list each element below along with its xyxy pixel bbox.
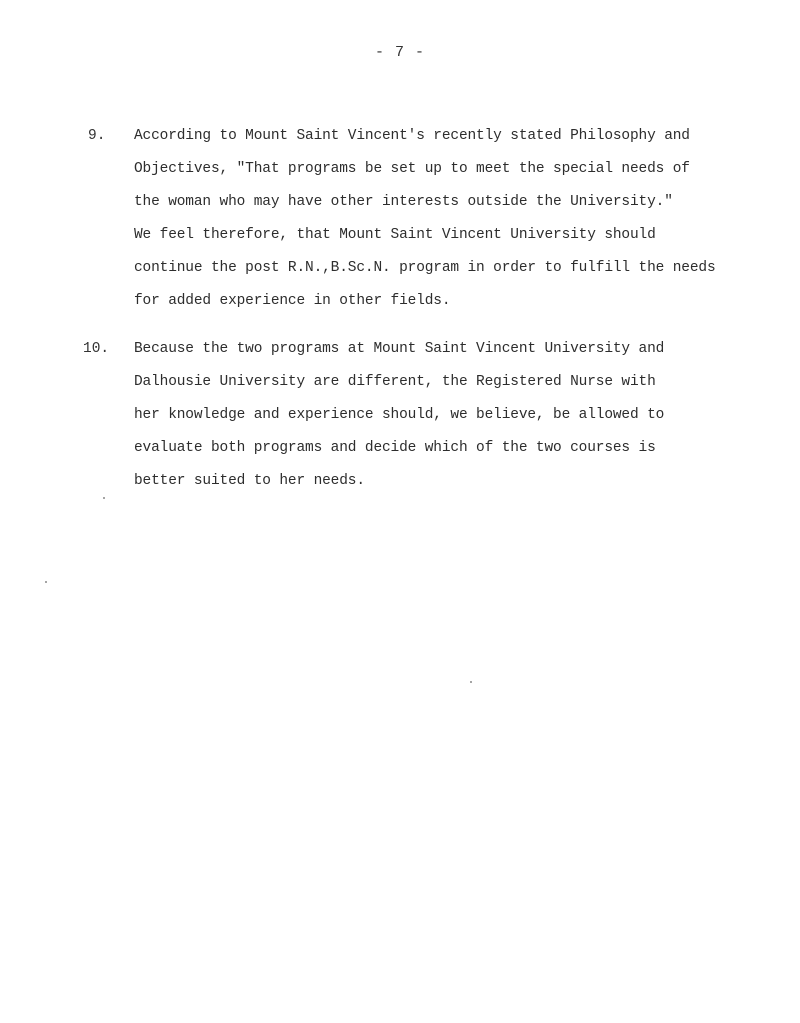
text-line: continue the post R.N.,B.Sc.N. program in order to fulfill the needs (134, 260, 716, 276)
text-line: better suited to her needs. (134, 473, 365, 489)
item-text (134, 128, 716, 326)
page-number: - 7 - (374, 44, 425, 61)
text-line: Objectives, "That programs be set up to meet the special needs of (134, 161, 690, 177)
item-number: 9. (88, 128, 106, 144)
text-line: Dalhousie University are different, the Registered Nurse with (134, 374, 656, 390)
text-line: her knowledge and experience should, we believe, be allowed to (134, 407, 665, 423)
paper-speck (470, 681, 472, 683)
item-number: 10. (83, 341, 110, 357)
text-line: We feel therefore, that Mount Saint Vincent University should (134, 227, 656, 243)
text-line: According to Mount Saint Vincent's recently stated Philosophy and (134, 128, 690, 144)
text-line: for added experience in other fields. (134, 293, 451, 309)
paper-speck (103, 497, 105, 499)
text-line: evaluate both programs and decide which of the two courses is (134, 440, 656, 456)
item-text (134, 341, 664, 506)
text-line: the woman who may have other interests outside the University." (134, 194, 673, 210)
text-line: Because the two programs at Mount Saint Vincent University and (134, 341, 665, 357)
paper-speck (45, 581, 47, 583)
